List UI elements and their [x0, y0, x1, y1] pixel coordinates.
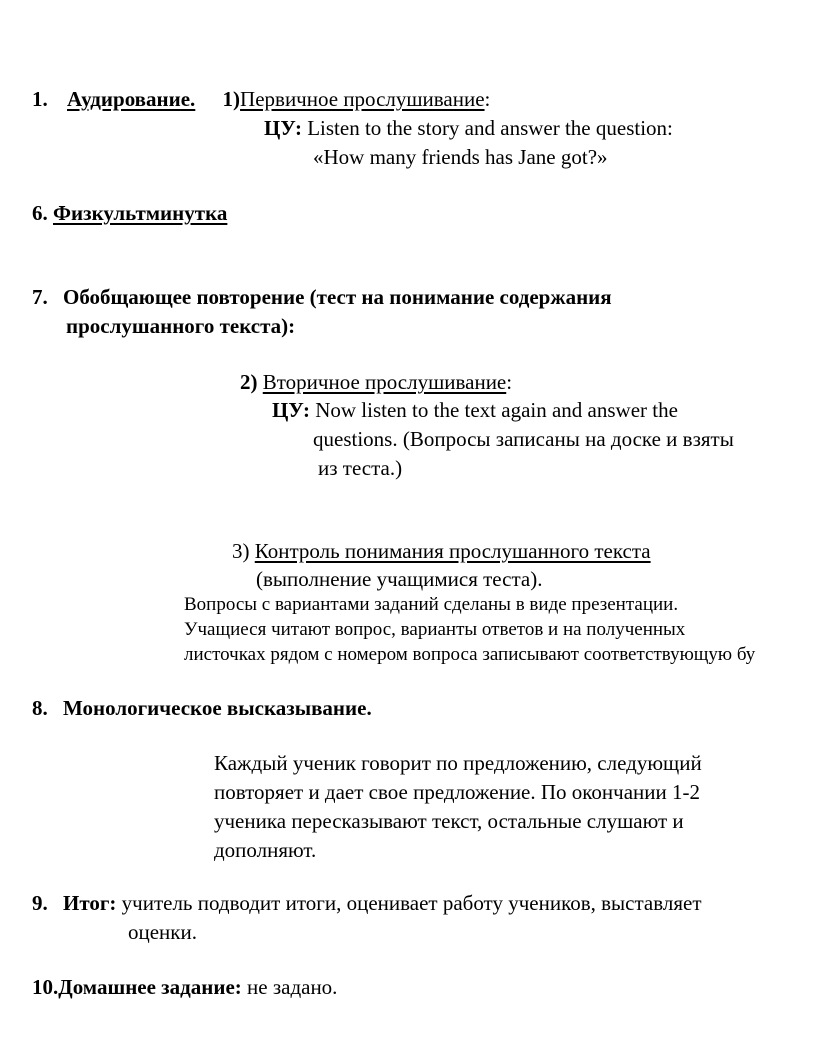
- section-7-sub3-line2: (выполнение учащимися теста).: [256, 567, 543, 591]
- section-7-heading-line1: [32, 284, 612, 310]
- section-6-number: 6.: [32, 201, 48, 225]
- section-1-instruction: [264, 115, 673, 141]
- section-9-number: 9.: [32, 891, 48, 915]
- section-7-number: 7.: [32, 285, 48, 309]
- section-9-label: Итог:: [63, 891, 117, 915]
- section-7-note-line1: Вопросы с вариантами заданий сделаны в виде презентации.: [184, 594, 679, 615]
- section-1-sub-colon: :: [484, 87, 491, 111]
- section-1-sub-number: 1): [222, 87, 241, 111]
- section-8-number: 8.: [32, 696, 48, 720]
- section-9-text-line2: оценки.: [128, 920, 197, 944]
- section-7-sub2-title: Вторичное прослушивание: [262, 370, 507, 394]
- section-10-text: не задано.: [241, 975, 338, 999]
- section-6-heading: [32, 200, 227, 226]
- section-8-para-line1: Каждый ученик говорит по предложению, следующий: [214, 751, 702, 775]
- section-7-note-line3: листочках рядом с номером вопроса записывают соответствующую бу: [184, 644, 756, 665]
- section-1-sub-title: Первичное прослушивание: [240, 87, 485, 111]
- section-8-title: Монологическое высказывание.: [63, 696, 372, 720]
- section-7-sub2-colon: :: [506, 370, 513, 394]
- section-7-sub2-number: 2): [240, 370, 258, 394]
- section-10-line: [32, 974, 337, 1000]
- section-7-title-line2: прослушанного текста):: [66, 314, 296, 338]
- section-6-title: Физкультминутка: [53, 201, 228, 225]
- section-7-cu-line1: [272, 397, 678, 423]
- section-7-title-line1: Обобщающее повторение (тест на понимание содержания: [63, 285, 612, 309]
- section-8-para-line4: дополняют.: [214, 838, 317, 862]
- section-7-note-line2: Учащиеся читают вопрос, варианты ответов и на полученных: [184, 619, 686, 640]
- section-7-sub3-title: Контроль понимания прослушанного текста: [254, 539, 651, 563]
- section-7-cu-line3: из теста.): [318, 456, 403, 480]
- section-1-cu-text: Listen to the story and answer the question:: [301, 116, 673, 140]
- section-1-question: «How many friends has Jane got?»: [313, 145, 608, 169]
- section-1-heading: [32, 86, 490, 112]
- section-8-heading: [32, 695, 372, 721]
- section-10-number: 10.: [32, 975, 59, 999]
- section-9-line1: [32, 890, 702, 916]
- section-1-title: Аудирование.: [67, 87, 196, 111]
- section-8-para-line3: ученика пересказывают текст, остальные слушают и: [214, 809, 684, 833]
- section-7-sub2-heading: [240, 369, 512, 395]
- section-7-sub3-number: 3): [232, 539, 255, 563]
- section-7-cu-line2: questions. (Вопросы записаны на доске и взяты: [313, 427, 734, 451]
- section-10-label: Домашнее задание:: [58, 975, 242, 999]
- section-9-text-line1: учитель подводит итоги, оценивает работу учеников, выставляет: [116, 891, 702, 915]
- section-1-number: 1.: [32, 87, 48, 111]
- section-7-cu-text-line1: Now listen to the text again and answer the: [309, 398, 678, 422]
- section-1-cu-label: ЦУ:: [264, 116, 302, 140]
- section-7-sub3-heading: [232, 538, 651, 564]
- section-8-para-line2: повторяет и дает свое предложение. По окончании 1-2: [214, 780, 701, 804]
- section-7-cu-label: ЦУ:: [272, 398, 310, 422]
